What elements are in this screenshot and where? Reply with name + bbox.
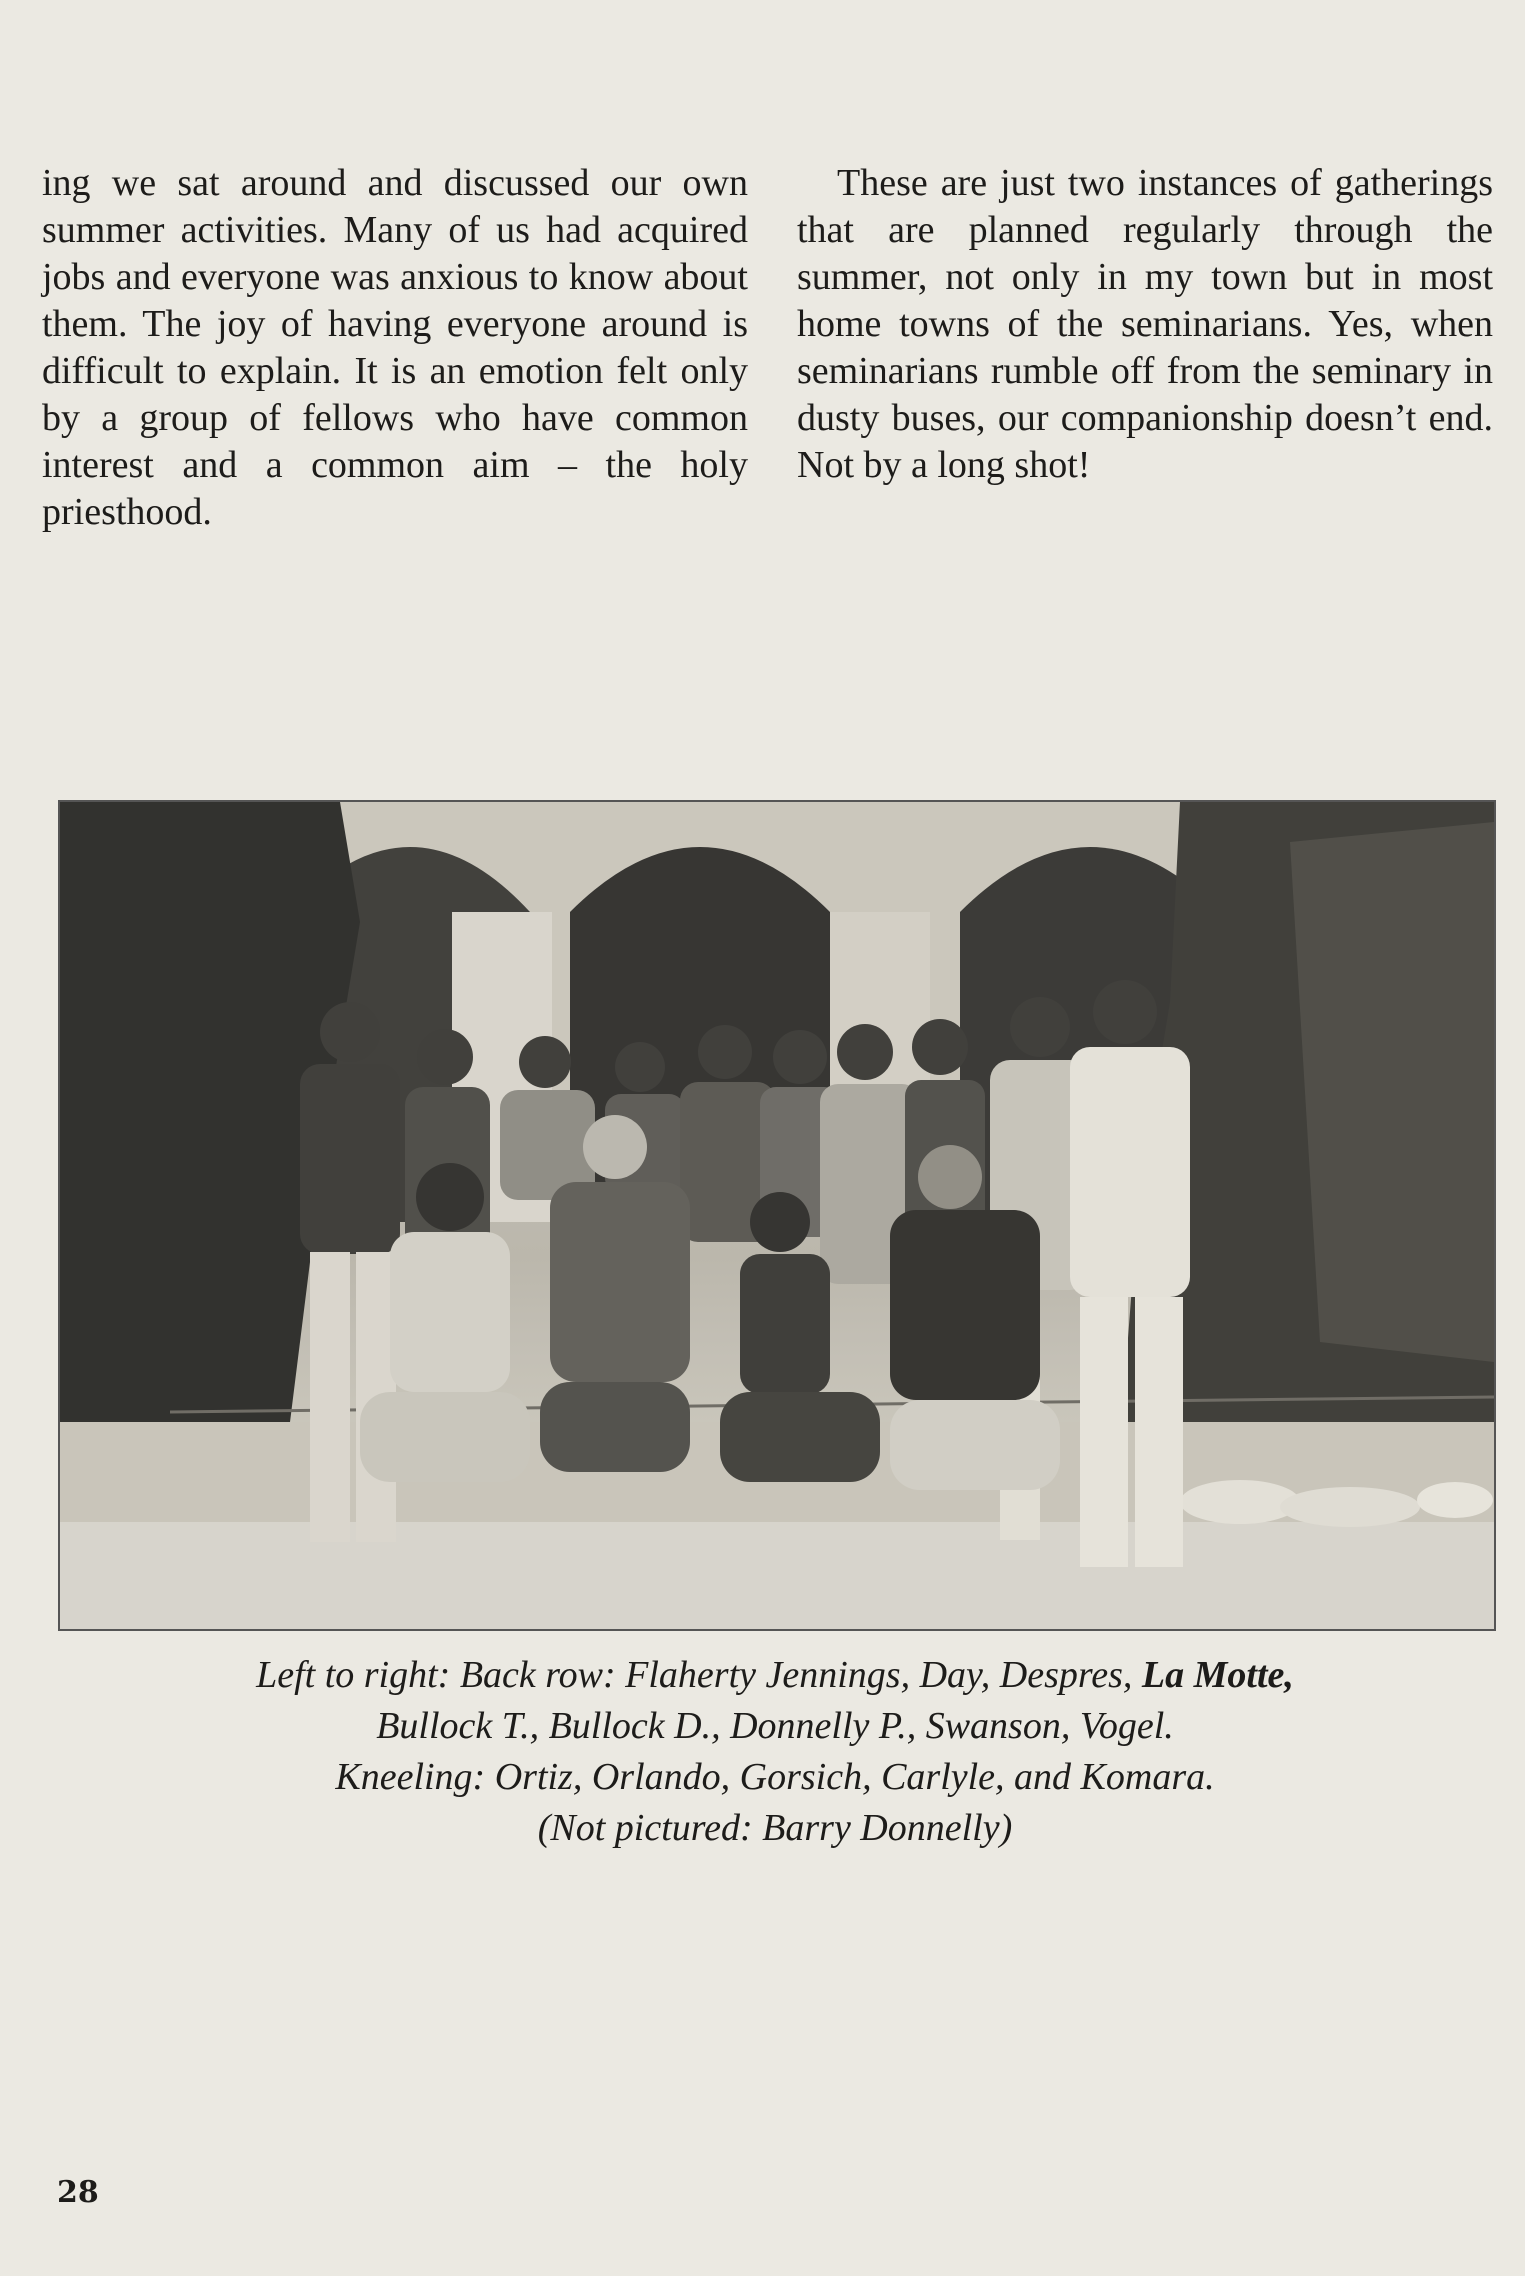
photo-caption bbox=[60, 1650, 1490, 1854]
caption-line-1 bbox=[60, 1650, 1490, 1701]
group-photograph bbox=[58, 800, 1496, 1631]
caption-bold-name: La Motte, bbox=[1141, 1654, 1294, 1696]
caption-line-3: Kneeling: Ortiz, Orlando, Gorsich, Carlyle, and Komara. bbox=[335, 1756, 1215, 1798]
page-number: 28 bbox=[57, 2175, 99, 2210]
left-text-column bbox=[42, 160, 748, 536]
caption-line-2: Bullock T., Bullock D., Donnelly P., Swanson, Vogel. bbox=[376, 1705, 1174, 1747]
right-text-column bbox=[797, 160, 1493, 489]
right-paragraph: These are just two instances of gatherings that are planned regularly through the summer, not only in my town but in most home towns of the seminarians. Yes, when seminarians rumble off from the seminary in dusty buses, our companionship doesn’t end. Not by a long shot! bbox=[797, 162, 1493, 486]
caption-back-row: Left to right: Back row: Flaherty Jennings, Day, Despres, bbox=[256, 1654, 1133, 1696]
photo-illustration bbox=[60, 802, 1494, 1629]
left-paragraph: ing we sat around and discussed our own summer activities. Many of us had acquired jobs and everyone was anxious to know about them. The joy of having everyone around is difficult to explain. It is an emotion felt only by a group of fellows who have common interest and a common aim – the holy priesthood. bbox=[42, 162, 748, 533]
caption-line-4: (Not pictured: Barry Donnelly) bbox=[537, 1807, 1013, 1849]
